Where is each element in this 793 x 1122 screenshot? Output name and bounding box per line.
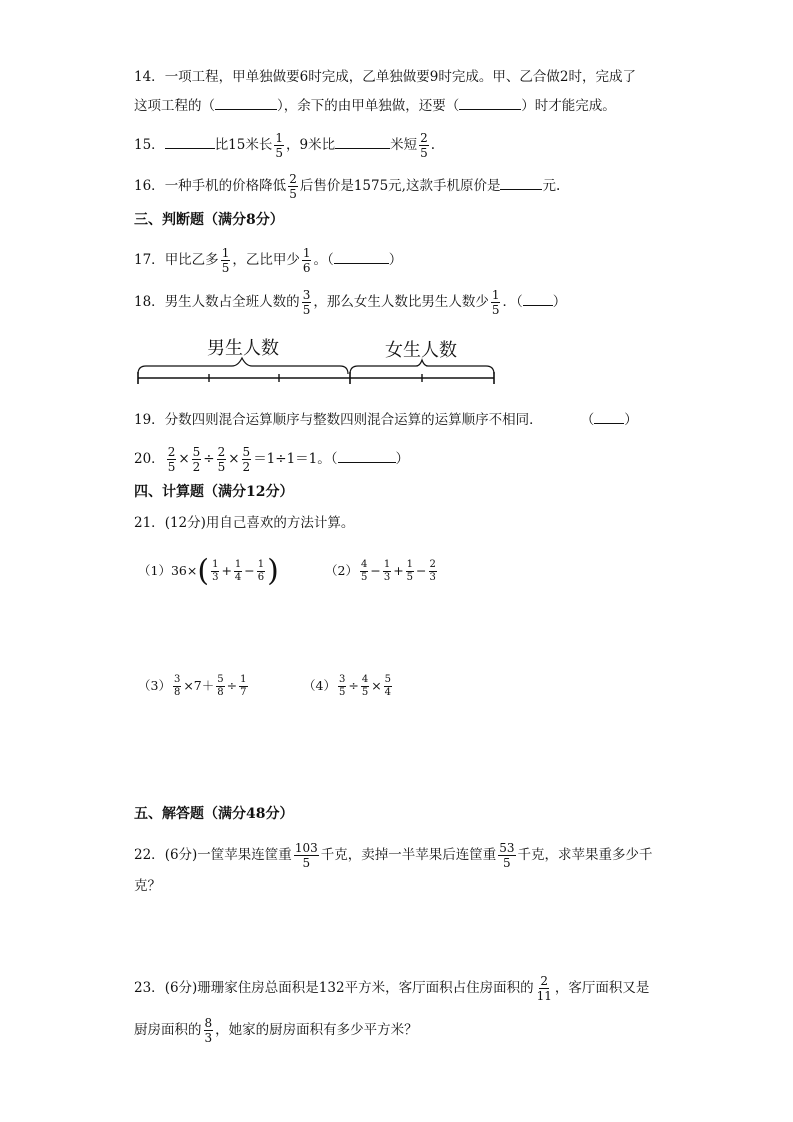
answer-blank[interactable] <box>459 97 521 110</box>
fraction: $\frac{2}{5}$ <box>217 445 226 474</box>
expression-text: 36× <box>170 563 198 578</box>
question-text: ，乙比甲少 <box>232 252 300 268</box>
question-text: ） <box>395 451 410 467</box>
girls-brace <box>350 360 494 374</box>
question-number: 15． <box>134 137 165 153</box>
operator: ÷ <box>203 451 215 467</box>
question-text: 一种手机的价格降低 <box>164 178 287 194</box>
right-paren: ) <box>267 553 279 589</box>
question-number: 18． <box>134 294 165 310</box>
problem-label: （3） <box>138 678 171 693</box>
question-text: ） <box>552 294 567 310</box>
fraction: $\frac{1}{6}$ <box>257 559 265 583</box>
girls-label: 女生人数 <box>385 340 457 360</box>
question-number: 19． <box>134 412 165 428</box>
fraction: $\frac{103}{5}$ <box>294 841 318 870</box>
operator: ÷ <box>348 678 359 693</box>
operator: × <box>371 678 382 693</box>
section-heading-solutions: 五、解答题（满分48分） <box>134 806 294 822</box>
question-number: 17． <box>134 252 165 268</box>
question-21 <box>134 513 354 533</box>
answer-blank[interactable] <box>523 293 553 306</box>
question-14-line-1 <box>134 67 636 87</box>
question-22-line-1 <box>134 842 653 869</box>
question-text: 。（ <box>313 252 334 268</box>
fraction: $\frac{2}{3}$ <box>429 559 436 583</box>
boys-label: 男生人数 <box>207 338 279 358</box>
question-text: ），余下的由甲单独做，还要（ <box>277 98 460 114</box>
question-20 <box>134 446 409 473</box>
fraction: $\frac{1}{6}$ <box>302 246 311 275</box>
answer-blank[interactable] <box>215 97 277 110</box>
question-text: ，9米比 <box>286 137 336 153</box>
fraction: $\frac{5}{2}$ <box>242 445 251 474</box>
question-text: 元. <box>542 178 561 194</box>
question-text: 米短 <box>390 137 418 153</box>
fraction: $\frac{4}{5}$ <box>361 674 369 698</box>
question-text: 比15米长 <box>214 137 273 153</box>
fraction: $\frac{8}{3}$ <box>204 1016 213 1045</box>
segment-diagram <box>132 330 502 390</box>
question-17 <box>134 247 402 274</box>
problem-21-1 <box>138 553 279 589</box>
problem-21-3 <box>138 675 250 698</box>
fraction: $\frac{2}{5}$ <box>289 172 297 201</box>
question-23-line-2 <box>134 1017 418 1044</box>
question-text: （ <box>580 412 595 428</box>
section-heading-calculation: 四、计算题（满分12分） <box>134 484 294 500</box>
fraction: $\frac{5}{2}$ <box>192 445 201 474</box>
question-text: ） <box>388 252 403 268</box>
question-text: 分数四则混合运算顺序与整数四则混合运算的运算顺序不相同． <box>164 412 543 428</box>
fraction: $\frac{1}{3}$ <box>383 559 391 583</box>
question-18 <box>134 289 566 316</box>
operator: × <box>228 451 240 467</box>
question-number: 23． <box>134 980 165 996</box>
operator: + <box>393 563 404 578</box>
question-number: 14． <box>134 69 165 85</box>
operator: ×7＋ <box>183 678 215 693</box>
question-23-line-1 <box>134 975 649 1002</box>
question-number: 22． <box>134 847 165 863</box>
question-15 <box>134 132 435 159</box>
question-number: 20． <box>134 451 165 467</box>
question-text: 这项工程的（ <box>134 98 215 114</box>
answer-blank[interactable] <box>500 177 542 190</box>
question-text: 千克，卖掉一半苹果后连筐重 <box>320 847 497 863</box>
question-text: ，她家的厨房面积有多少平方米？ <box>215 1022 418 1038</box>
answer-blank[interactable] <box>338 450 396 463</box>
operator: × <box>178 451 190 467</box>
answer-blank[interactable] <box>334 251 389 264</box>
question-text: 后售价是1575元,这款手机原价是 <box>299 178 501 194</box>
operator: − <box>416 563 427 578</box>
question-text: (6分)珊珊家住房总面积是132平方米，客厅面积占住房面积的 <box>164 980 534 996</box>
question-text: ＝1÷1＝1。（ <box>253 451 338 467</box>
fraction: $\frac{2}{5}$ <box>167 445 176 474</box>
fraction: $\frac{1}{5}$ <box>221 246 230 275</box>
question-text: 千克，求苹果重多少千 <box>517 847 653 863</box>
problem-label: （2） <box>325 563 358 578</box>
question-text: (12分)用自己喜欢的方法计算。 <box>164 515 355 531</box>
left-paren: ( <box>197 553 210 589</box>
question-text: 一项工程，甲单独做要6时完成，乙单独做要9时完成。甲、乙合做2时，完成了 <box>164 69 636 85</box>
section-heading-judgement: 三、判断题（满分8分） <box>134 212 284 228</box>
question-text: ）时才能完成。 <box>521 98 616 114</box>
fraction: $\frac{1}{5}$ <box>275 131 284 160</box>
fraction: $\frac{5}{8}$ <box>217 674 224 698</box>
answer-blank[interactable] <box>165 136 215 149</box>
fraction: $\frac{53}{5}$ <box>499 841 515 870</box>
question-text: ．（ <box>502 294 523 310</box>
fraction: $\frac{2}{11}$ <box>536 974 552 1003</box>
question-text: 甲比乙多 <box>164 252 219 268</box>
fraction: $\frac{5}{4}$ <box>384 674 392 698</box>
question-19 <box>134 410 638 430</box>
question-22-line-2: 克？ <box>134 878 161 894</box>
operator: + <box>221 563 232 578</box>
answer-blank[interactable] <box>594 411 624 424</box>
fraction: $\frac{3}{8}$ <box>173 674 181 698</box>
fraction: $\frac{2}{5}$ <box>420 131 428 160</box>
fraction: $\frac{1}{7}$ <box>240 674 247 698</box>
question-16 <box>134 173 560 200</box>
boys-brace <box>138 358 348 374</box>
operator: ÷ <box>226 678 238 693</box>
fraction: $\frac{1}{3}$ <box>212 559 219 583</box>
problem-label: （1） <box>138 563 171 578</box>
fraction: $\frac{1}{5}$ <box>491 288 500 317</box>
question-text: ） <box>624 412 638 428</box>
fraction: $\frac{3}{5}$ <box>302 288 311 317</box>
problem-21-4 <box>303 675 394 698</box>
question-text: . <box>430 137 436 153</box>
question-text: 厨房面积的 <box>134 1022 202 1038</box>
question-text: ，那么女生人数比男生人数少 <box>313 294 489 310</box>
operator: − <box>244 563 255 578</box>
problem-21-2 <box>325 560 439 583</box>
fraction: $\frac{4}{5}$ <box>360 559 368 583</box>
fraction: $\frac{3}{5}$ <box>338 674 346 698</box>
operator: − <box>370 563 381 578</box>
question-text: 男生人数占全班人数的 <box>164 294 300 310</box>
question-number: 16． <box>134 178 165 194</box>
question-14-line-2 <box>134 96 616 116</box>
fraction: $\frac{1}{5}$ <box>406 559 414 583</box>
question-text: ，客厅面积又是 <box>554 980 650 996</box>
question-text: (6分)一筐苹果连筐重 <box>164 847 292 863</box>
fraction: $\frac{1}{4}$ <box>234 559 242 583</box>
problem-label: （4） <box>303 678 336 693</box>
question-number: 21． <box>134 515 165 531</box>
answer-blank[interactable] <box>335 136 390 149</box>
